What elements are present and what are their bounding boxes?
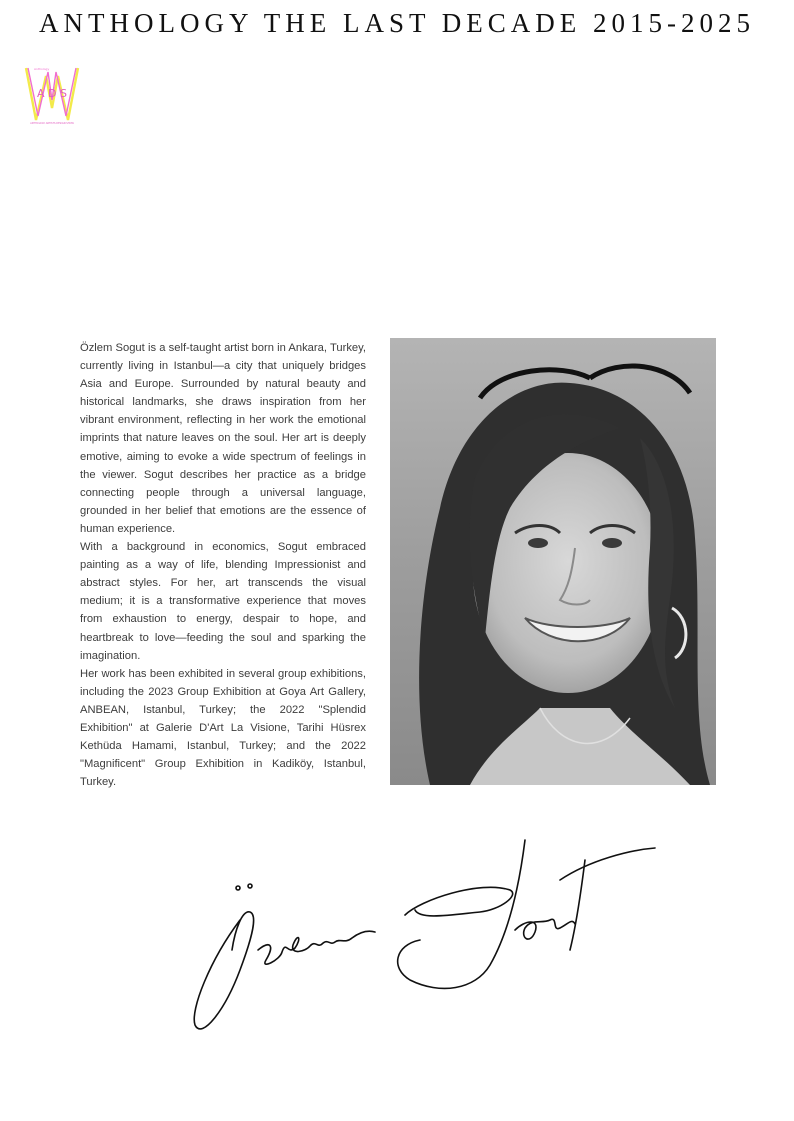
artist-bio — [80, 339, 366, 791]
ads-logo — [24, 64, 80, 126]
logo-letters: A D S — [37, 87, 67, 100]
artist-portrait-photo — [390, 338, 716, 785]
logo-caption: ANTHOLOGY ARTISTS DESIGN SHOW — [30, 122, 74, 125]
logo-top-text: Anthology — [34, 67, 50, 71]
bio-paragraph: Özlem Sogut is a self-taught artist born in Ankara, Turkey, currently living in Istanbul—a city that uniquely bridges Asia and Europe. Surrounded by natural beauty and historical landmarks, she draws inspiration from her vibrant environment, reflecting in her work the emotional imprints that nature leaves on the soul. Her art is deeply emotive, aiming to evoke a wide spectrum of feelings in the viewer. Sogut describes her practice as a bridge connecting people through a universal language, grounded in her belief that emotions are the essence of human experience. — [80, 342, 366, 535]
bio-paragraph: Her work has been exhibited in several group exhibitions, including the 2023 Group Exhibition at Goya Art Gallery, ANBEAN, Istanbul, Turkey; the 2022 "Splendid Exhibition" at Galerie D'Art La Visione, Tarihi Hüsrex Kethüda Hamami, Istanbul, Turkey; and the 2022 "Magnificent" Group Exhibition in Kadiköy, Istanbul, Turkey. — [80, 667, 366, 789]
artist-signature — [180, 820, 670, 1050]
page-title: ANTHOLOGY THE LAST DECADE 2015-2025 — [39, 8, 755, 38]
bio-paragraph: With a background in economics, Sogut embraced painting as a way of life, blending Impressionist and abstract styles. For her, art transcends the visual medium; it is a transformative experience that moves from exhaustion to energy, despair to hope, and heartbreak to love—feeding the soul and sparking the imagination. — [80, 541, 366, 662]
